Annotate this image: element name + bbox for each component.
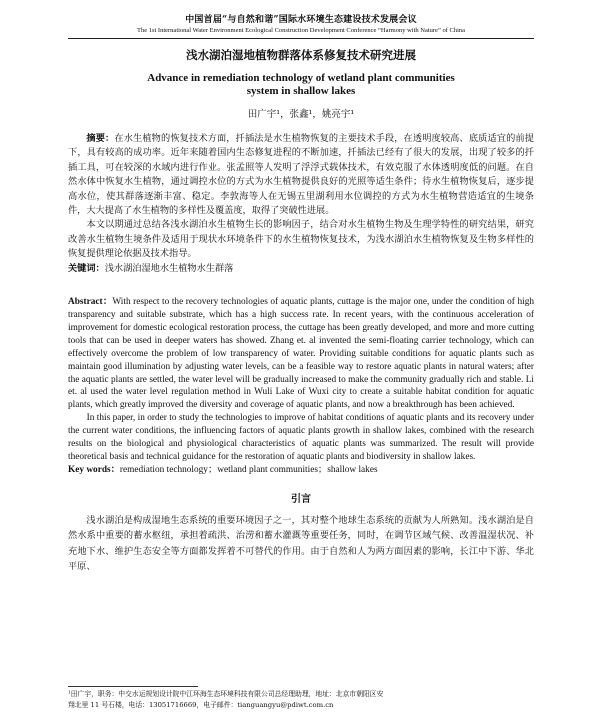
keywords-en-text: remediation technology；wetland plant communities；shallow lakes bbox=[119, 464, 378, 475]
authors: 田广宇¹，张鑫¹，姚亮宇¹ bbox=[247, 109, 355, 120]
abstract-en-p1 bbox=[68, 296, 534, 412]
abstract-cn-text1: 在水生植物的恢复技术方面，扦插法是水生植物恢复的主要技术手段，在透明度较高、底质适宜的前提下，具有较高的成功率。近年来随着国内生态修复进程的不断加速，扦插法已经有了很大的发展，出现了较多的扦插工具，可在较深的水域内进行作业。张孟照等人发明了浮浮式载体技术，有效克服了水体透明度低的问题。在自然水体中恢复水生植物，通过调控水位的方式为水生植物提供良好的光照等适生条件；待水生植物恢复后，逐步提高水位，使其群落逐渐丰富、稳定。李敦海等人在无锡五里湖利用水位调控的方式为水生植物营造适宜的生境条件，大大提高了水生植物的多样性及覆盖度，取得了突破性进展。 bbox=[68, 133, 534, 217]
paper-title-en bbox=[68, 72, 534, 98]
keywords-cn-text: 浅水湖泊湿地水生植物水生群落 bbox=[104, 262, 234, 274]
abstract-en bbox=[68, 296, 534, 477]
abstract-en-text1: With respect to the recovery technologies of aquatic plants, cuttage is the major one, under the condition of high transparency and suitable substrate, which has a high success rate. In recent years, with the continuous acceleration of improvement for domestic ecological restoration process, the cuttage has been greatly developed, and more and more cutting tools that can be used in deeper waters has showed. Zhang et. al invented the semi-floating carrier technology, which can effectively overcome the problem of low transparency of water. Providing suitable conditions for aquatic plants such as maintain good illumination by adjusting water levels, can be a feasible way to restore aquatic plants in natural waters; after the aquatic plants are settled, the water level will be gradually increased to make the community gradually rich and stable. Li et. al used the water level regulation method in Wuli Lake of Wuxi city to create a suitable habitat condition for aquatic plants, which greatly improved the diversity and coverage of aquatic plants, and now a breakthrough has been achieved. bbox=[68, 297, 534, 411]
abstract-en-p2: In this paper, in order to study the technologies to improve of habitat conditions of aquatic plants and its recovery under the current water conditions, the influencing factors of aquatic plants growth in shallow lakes, combined with the research results on the biological and physiological characteristics of aquatic plants was summarized. The result will provide theoretical basis and technical guidance for the restoration of aquatic plants and biodiversity in shallow lakes. bbox=[68, 413, 534, 462]
keywords-cn-label: 关键词： bbox=[68, 262, 105, 274]
abstract-cn-p2: 本文以期通过总结各浅水湖泊水生植物生长的影响因子，结合对水生植物生物及生理学特性的研究结果，研究改善水生植物生境条件及适用于现状水环境条件下的水生植物恢复技术，为浅水湖泊水生植物恢复及生物多样性的恢复提供理论依据及技术指导。 bbox=[68, 219, 534, 260]
intro-heading: 引言 bbox=[291, 493, 311, 505]
keywords-en-label: Key words： bbox=[68, 464, 120, 475]
keywords-en bbox=[68, 464, 534, 477]
abstract-cn-label: 摘要： bbox=[86, 133, 115, 144]
abstract-en-label: Abstract： bbox=[68, 297, 113, 308]
abstract-cn-p1 bbox=[68, 132, 534, 218]
paper-title-cn: 浅水湖泊湿地植物群落体系修复技术研究进展 bbox=[186, 48, 416, 62]
keywords-cn bbox=[68, 262, 534, 276]
footnote-line2: 翔北里 11 号石楼，电话：13051716669，电子邮件：tianguangyu@pdiwt.com.cn bbox=[68, 701, 334, 709]
abstract-cn bbox=[68, 132, 534, 276]
paper-title-en-line2: system in shallow lakes bbox=[246, 85, 356, 97]
paper-title-en-line1: Advance in remediation technology of wetland plant communities bbox=[147, 72, 455, 84]
conference-header-cn: 中国首届“与自然和谐”国际水环境生态建设技术发展会议 bbox=[185, 15, 417, 25]
footnote bbox=[68, 689, 534, 711]
conference-header-en: The 1st International Water Environment Ecological Construction Development Conference “Harmony with Nature” of China bbox=[136, 27, 466, 34]
footnote-divider bbox=[68, 686, 198, 687]
footnote-line1: ¹田广宇，职务：中交水运规划设计院中江环海生态环境科技有限公司总经理助理，地址：北京市朝阳区安 bbox=[68, 690, 384, 698]
intro-text: 浅水湖泊是构成湿地生态系统的重要环境因子之一，其对整个地球生态系统的贡献为人所熟知。浅水湖泊是自然水系中重要的蓄水枢纽，承担着疏洪、治涝和蓄水灌溉等重要任务，同时，在调节区域气候、改善温湿状况、补充地下水、维护生态安全等方面都发挥着不可替代的作用。由于自然和人为两方面因素的影响，长江中下游、华北平原、 bbox=[68, 514, 534, 573]
header-divider bbox=[68, 38, 534, 39]
